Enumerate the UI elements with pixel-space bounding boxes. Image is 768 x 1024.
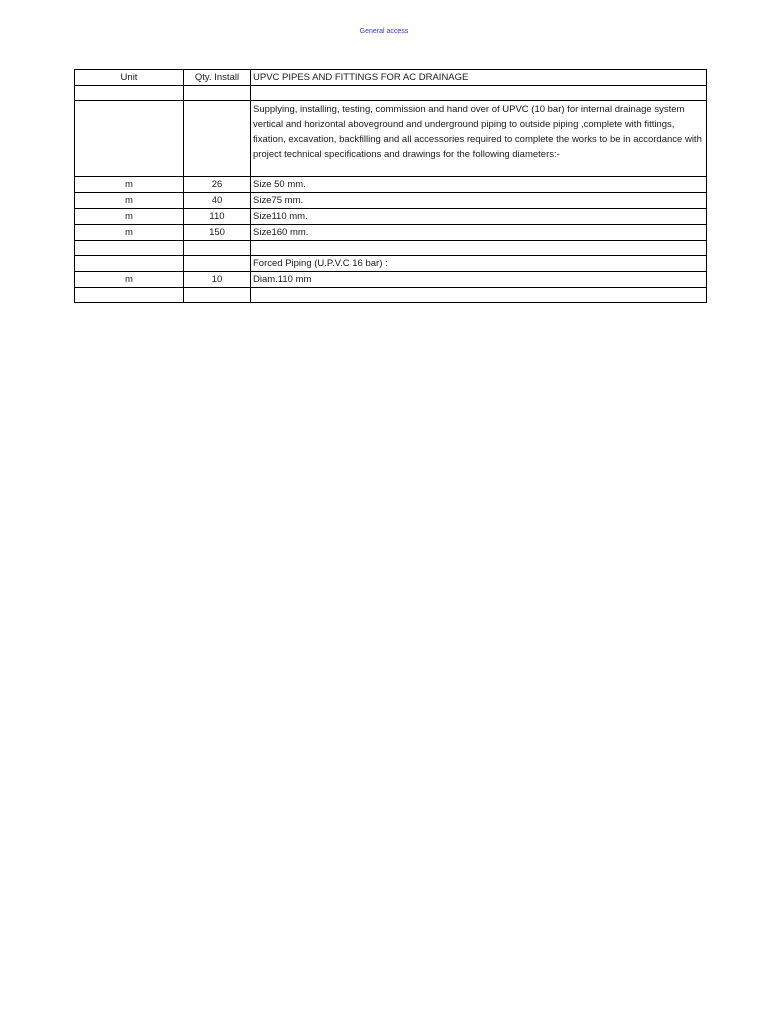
qty-cell: 10 <box>184 272 251 288</box>
unit-cell: m <box>75 272 184 288</box>
bill-of-quantities-table <box>74 69 707 303</box>
table-row <box>75 241 707 256</box>
empty-cell <box>75 256 184 272</box>
qty-column-header: Qty. Install <box>184 70 251 86</box>
table-header-row <box>75 70 707 86</box>
description-cell: Diam.110 mm <box>251 272 707 288</box>
description-cell: Size160 mm. <box>251 225 707 241</box>
empty-cell <box>251 86 707 101</box>
description-cell: Size 50 mm. <box>251 177 707 193</box>
empty-cell <box>184 101 251 177</box>
section-title: UPVC PIPES AND FITTINGS FOR AC DRAINAGE <box>251 70 707 86</box>
table-row <box>75 177 707 193</box>
qty-cell: 150 <box>184 225 251 241</box>
unit-column-header: Unit <box>75 70 184 86</box>
empty-cell <box>75 86 184 101</box>
specification-text: Supplying, installing, testing, commission and hand over of UPVC (10 bar) for internal drainage system vertical and horizontal aboveground and underground piping to outside piping ,complete with fittings, fixation, excavation, backfilling and all accessories required to complete the works to be in accordance with project technical specifications and drawings for the following diameters:- <box>251 101 707 177</box>
unit-cell: m <box>75 225 184 241</box>
unit-cell: m <box>75 177 184 193</box>
empty-cell <box>184 86 251 101</box>
table-row <box>75 209 707 225</box>
empty-cell <box>75 101 184 177</box>
forced-piping-label: Forced Piping (U.P.V.C 16 bar) : <box>251 256 707 272</box>
qty-cell: 110 <box>184 209 251 225</box>
empty-cell <box>184 288 251 303</box>
empty-cell <box>184 256 251 272</box>
description-cell: Size75 mm. <box>251 193 707 209</box>
empty-cell <box>75 288 184 303</box>
qty-cell: 26 <box>184 177 251 193</box>
empty-cell <box>251 288 707 303</box>
empty-cell <box>251 241 707 256</box>
table-row <box>75 225 707 241</box>
table-row <box>75 193 707 209</box>
unit-cell: m <box>75 193 184 209</box>
classification-label: General access <box>359 28 409 35</box>
empty-cell <box>75 241 184 256</box>
table-row <box>75 288 707 303</box>
description-cell: Size110 mm. <box>251 209 707 225</box>
specification-row <box>75 101 707 177</box>
qty-cell: 40 <box>184 193 251 209</box>
table-row <box>75 272 707 288</box>
subsection-row <box>75 256 707 272</box>
empty-cell <box>184 241 251 256</box>
table-row <box>75 86 707 101</box>
unit-cell: m <box>75 209 184 225</box>
